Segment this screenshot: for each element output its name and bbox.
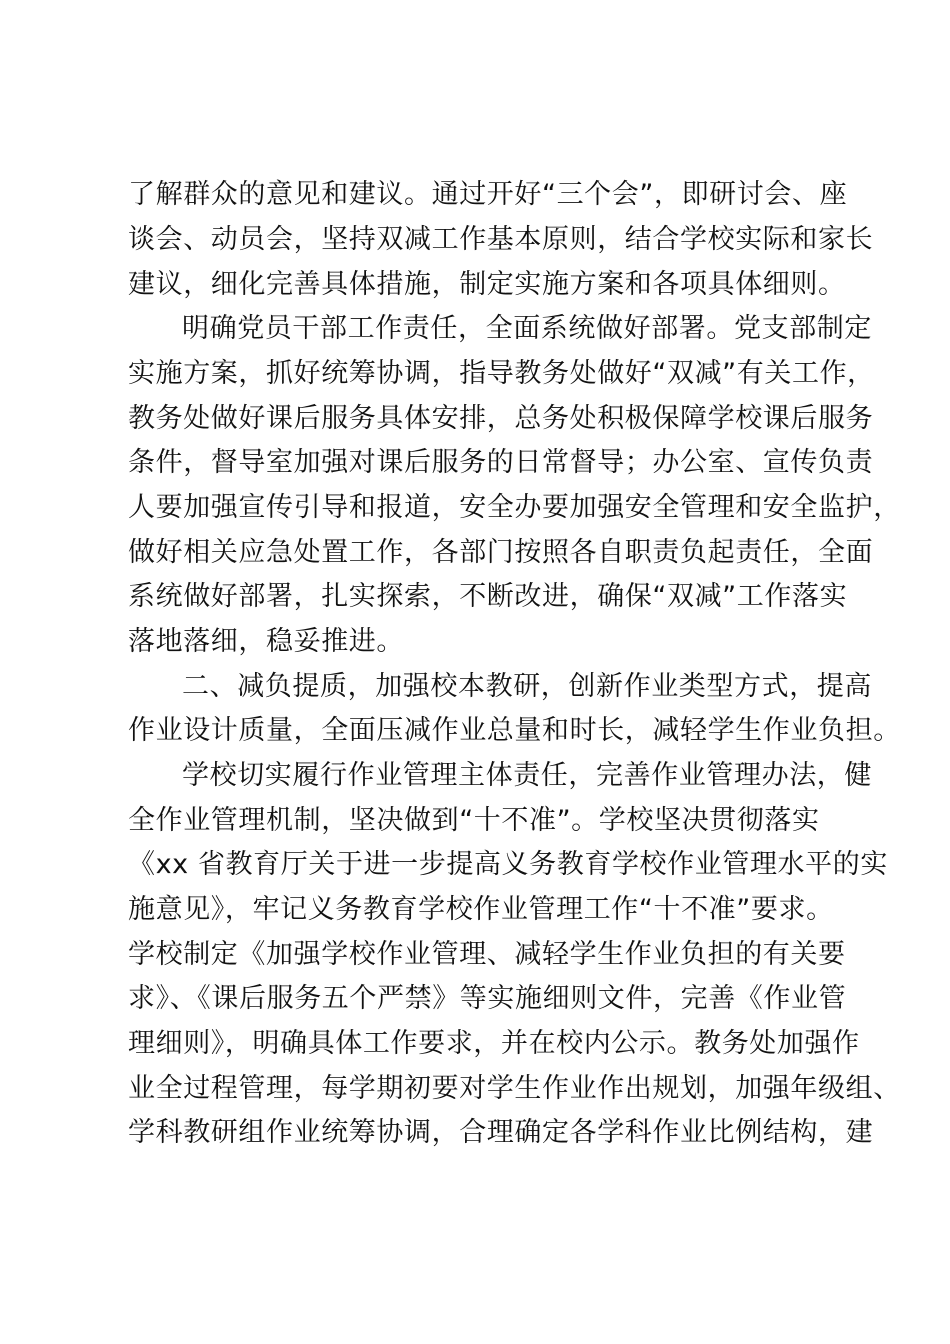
- text-line: 施意见》，牢记义务教育学校作业管理工作“十不准”要求。: [128, 894, 834, 925]
- text-line: 建议，细化完善具体措施，制定实施方案和各项具体细则。: [128, 269, 846, 300]
- text-line: 谈会、动员会，坚持双减工作基本原则，结合学校实际和家长: [128, 224, 874, 255]
- text-line: 业全过程管理，每学期初要对学生作业作出规划，加强年级组、: [128, 1073, 901, 1104]
- text-line: 实施方案，抓好统筹协调，指导教务处做好“双减”有关工作，: [128, 358, 875, 389]
- text-line: 学校制定《加强学校作业管理、减轻学生作业负担的有关要: [128, 939, 846, 970]
- text-line: 全作业管理机制，坚决做到“十不准”。学校坚决贯彻落实: [128, 805, 820, 836]
- text-line: 做好相关应急处置工作，各部门按照各自职责负起责任，全面: [128, 537, 874, 568]
- text-line: 条件，督导室加强对课后服务的日常督导；办公室、宣传负责: [128, 447, 874, 478]
- text-line: 求》、《课后服务五个严禁》等实施细则文件，完善《作业管: [128, 983, 847, 1014]
- text-line: 了解群众的意见和建议。通过开好“三个会”，即研讨会、座: [128, 179, 848, 210]
- text-line: 学科教研组作业统筹协调，合理确定各学科作业比例结构，建: [128, 1117, 874, 1148]
- text-line: 二、减负提质，加强校本教研，创新作业类型方式，提高: [182, 671, 872, 702]
- text-line: 作业设计质量，全面压减作业总量和时长，减轻学生作业负担。: [128, 715, 901, 746]
- text-line: 学校切实履行作业管理主体责任，完善作业管理办法，健: [182, 760, 872, 791]
- text-line: 落地落细，稳妥推进。: [128, 626, 404, 657]
- text-line: 理细则》，明确具体工作要求，并在校内公示。教务处加强作: [128, 1028, 860, 1059]
- text-line: 人要加强宣传引导和报道，安全办要加强安全管理和安全监护，: [128, 492, 901, 523]
- text-line: 系统做好部署，扎实探索，不断改进，确保“双减”工作落实: [128, 581, 848, 612]
- text-line: 《xx 省教育厅关于进一步提高义务教育学校作业管理水平的实: [128, 849, 888, 880]
- text-line: 教务处做好课后服务具体安排，总务处积极保障学校课后服务: [128, 403, 874, 434]
- text-line: 明确党员干部工作责任，全面系统做好部署。党支部制定: [182, 313, 872, 344]
